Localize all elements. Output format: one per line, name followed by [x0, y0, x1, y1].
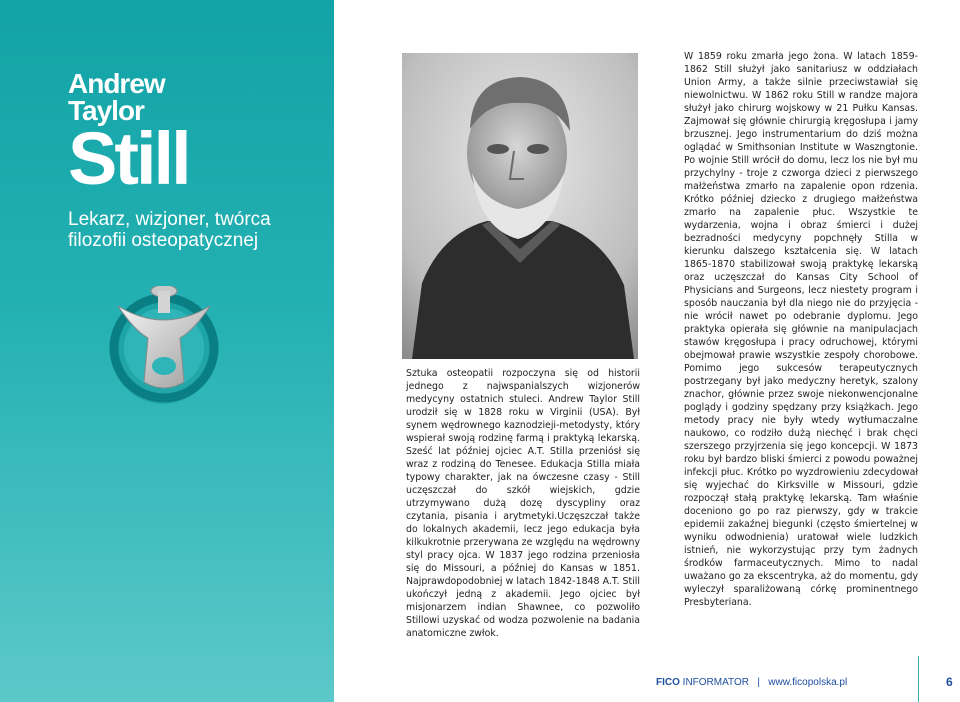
title-last-name: Still — [68, 117, 189, 200]
page-number: 6 — [946, 675, 953, 689]
footer-url[interactable]: www.ficopolska.pl — [768, 677, 848, 688]
portrait-photo — [402, 53, 638, 359]
title-middle-name: Taylor — [68, 95, 144, 126]
vertebra-logo-icon — [108, 286, 228, 416]
footer-brand: FICO — [656, 677, 680, 688]
footer-separator: | — [757, 677, 760, 688]
footer-publication: INFORMATOR — [682, 677, 749, 688]
footer — [656, 677, 847, 688]
title-sidebar — [0, 0, 334, 702]
title-first-name: Andrew — [68, 68, 165, 99]
article-column-2: W 1859 roku zmarła jego żona. W latach 1859-1862 Still służył jako sanitariusz w oddziałach Union Army, a także silnie przeciwstawiał się niewolnictwu. W 1862 roku Still w randze majora służył jako chirurg wojskowy w 21 Pułku Kansas. Zajmował się głównie chirurgią kręgosłupa i jamy brzusznej. Jego instrumentarium do dziś można oglądać w Smithsonian Institute w Waszngtonie. Po wojnie Still wrócił do domu, lecz los nie był mu przychylny - troje z czworga dzieci z pierwszego małżeństwa zmarło na zapalenie opon rdzenia. Krótko później dziecko z drugiego małżeństwa zmarło na zapalenie płuc. Wszystkie te wydarzenia, wojna i obraz śmierci i dużej bezradności medycyny popchnęły Stilla w kierunku dalszego kształcenia się. W latach 1865-1870 stabilizował swoją praktykę lekarską oraz uczęszczał do Kansas City School of Physicians and Surgeons, lecz niestety program i sposób nauczania był dla niego nie do przyjęcia - nie wrócił nawet po odebranie dyplomu. Jego praktyka opierała się głównie na manipulacjach stawów kręgosłupa i pracy odruchowej, którymi obejmował prawie wszystkie zespoły chorobowe. Pomimo jego sukcesów terapeutycznych postrzegany był jako medyczny heretyk, szalony znachor, głównie przez swoje niekonwencjonalne poglądy i godziny spędzany przy książkach. Jego metody pracy nie były wtedy wytłumaczalne naukowo, co rodziło dużą niechęć i brak chęci szerszego przyjrzenia się jego koncepcji. W 1873 roku był bardzo bliski śmierci z powodu poważnej infekcji płuc. Krótko po wyzdrowieniu zdecydował się wyjechać do Kirksville w Missouri, gdzie rozpoczął stałą praktykę lekarską. Tam właśnie doceniono go po raz pierwszy, gdy w trakcie epidemii zakaźnej biegunki (często śmiertelnej w wyniku odwodnienia) uratował wiele ludzkich istnień, nie wykorzystując przy tym żadnych środków farmaceutycznych. Mimo to nadal uważano go za ekscentryka, aż do momentu, gdy wyleczył sparaliżowaną córkę prominentnego Presbyteriana. — [684, 51, 918, 608]
article-column-1: Sztuka osteopatii rozpoczyna się od historii jednego z najwspanialszych wizjonerów medycyny ostatnich stuleci. Andrew Taylor Still urodził się w 1828 roku w Virginii (USA). Był synem wędrownego kaznodzieji-metodysty, który wspierał swoją rodzinę farmą i praktyką lekarską. Sześć lat później ojciec A.T. Stilla przeniósł się wraz z rodziną do Tenesee. Edukacja Stilla miała typowy charakter, jak na ówczesne czasy - Still uczęszczał do szkół wiejskich, gdzie utrzymywano dużą dozę dyscypliny oraz czytania, pisania i arytmetyki.Uczęszczał także do lokalnych akademii, lecz jego edukacja była kilkukrotnie przerywana ze względu na wędrowny styl pracy ojca. W 1837 jego rodzina przeniosła się do Missouri, a później do Kansas w 1851. Najprawdopodobniej w latach 1842-1848 A.T. Still ukończył jedną z akademii. Jego ojciec był misjonarzem indian Shawnee, co pozwoliło Stillowi uzyskać od wodza pozwolenie na badania anatomiczne zwłok. — [406, 368, 640, 639]
title-subtitle: Lekarz, wizjoner, twórca filozofii osteopatycznej — [68, 209, 271, 251]
footer-divider — [918, 656, 919, 702]
